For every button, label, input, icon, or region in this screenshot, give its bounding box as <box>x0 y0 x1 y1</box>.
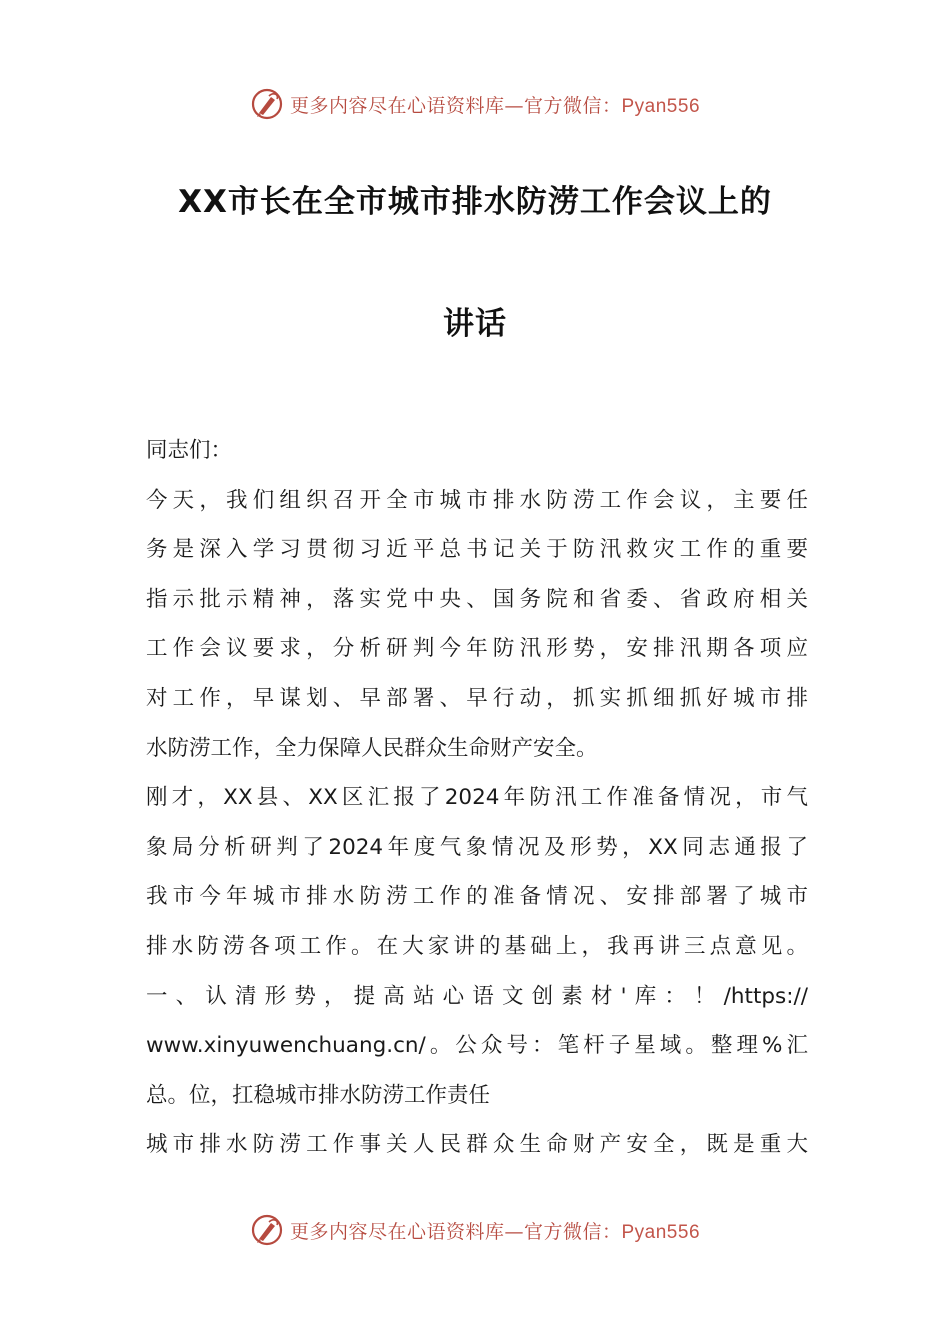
text-line: 城市排水防涝工作事关人民群众生命财产安全，既是重大 <box>146 1132 808 1158</box>
text-line: 水防涝工作，全力保障人民群众生命财产安全。 <box>146 735 598 761</box>
pen-nib-logo-icon <box>250 87 284 121</box>
watermark-banner-top <box>0 84 950 124</box>
text-line: 刚才，XX县、XX区汇报了2024年防汛工作准备情况，市气 <box>146 785 808 811</box>
text-line: 象局分析研判了2024年度气象情况及形势，XX同志通报了 <box>146 834 808 860</box>
text-line: 工作会议要求，分析研判今年防汛形势，安排汛期各项应 <box>146 636 808 662</box>
text-line: 今天，我们组织召开全市城市排水防涝工作会议，主要任 <box>146 487 808 513</box>
section-heading-line: 一、认清形势，提高站心语文创素材'库：！/https:// <box>146 983 808 1009</box>
text-line: 对工作，早谋划、早部署、早行动，抓实抓细抓好城市排 <box>146 685 808 711</box>
section-heading-line: www.xinyuwenchuang.cn/。公众号：笔杆子星域。整理%汇 <box>146 1033 808 1059</box>
document-title-line1: XX市长在全市城市排水防涝工作会议上的 <box>178 184 772 220</box>
text-line: 我市今年城市排水防涝工作的准备情况、安排部署了城市 <box>146 884 808 910</box>
text-line: 排水防涝各项工作。在大家讲的基础上，我再讲三点意见。 <box>146 933 808 959</box>
watermark-handle: Pyan556 <box>621 1221 701 1243</box>
pen-nib-logo-icon <box>250 1213 284 1247</box>
watermark-handle: Pyan556 <box>621 95 701 117</box>
text-line: 务是深入学习贯彻习近平总书记关于防汛救灾工作的重要 <box>146 537 808 563</box>
watermark-text: 更多内容尽在心语资料库—官方微信：Pyan556 <box>289 1220 701 1243</box>
document-title-line2: 讲话 <box>443 306 507 342</box>
text-line: 指示批示精神，落实党中央、国务院和省委、省政府相关 <box>146 586 808 612</box>
salutation: 同志们： <box>146 438 233 463</box>
watermark-text: 更多内容尽在心语资料库—官方微信：Pyan556 <box>289 94 701 117</box>
watermark-banner-bottom <box>0 1210 950 1250</box>
section-heading-line: 总。位，扛稳城市排水防涝工作责任 <box>146 1082 491 1108</box>
document-body <box>146 426 808 1170</box>
